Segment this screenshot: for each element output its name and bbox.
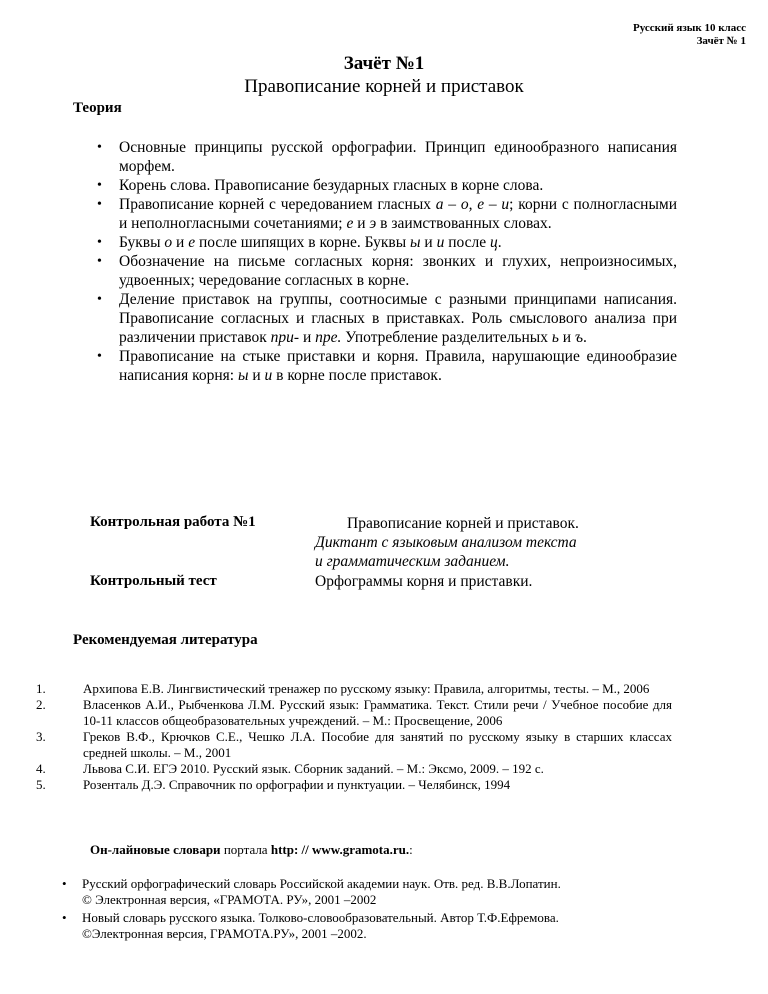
control-test-topic: Орфограммы корня и приставки. <box>315 573 533 590</box>
literature-item: 5. Розенталь Д.Э. Справочник по орфографии и пунктуации. – Челябинск, 1994 <box>36 777 511 792</box>
literature-item: 3. Греков В.Ф., Крючков С.Е., Чешко Л.А. Пособие для занятий по русскому языку в старших классах средней школы. – М., 2001 <box>36 729 672 760</box>
control-work-label: Контрольная работа №1 <box>90 514 256 530</box>
theory-list <box>95 138 677 385</box>
literature-item: 4. Львова С.И. ЕГЭ 2010. Русский язык. Сборник заданий. – М.: Эксмо, 2009. – 192 с. <box>36 761 544 776</box>
dictionary-item: • Русский орфографический словарь Российской академии наук. Отв. ред. В.В.Лопатин. © Электронная версия, «ГРАМОТА. РУ», 2001 –2002 <box>62 876 682 908</box>
theory-item-4: • Буквы о и е после шипящих в корне. Буквы ы и и после ц. <box>95 233 677 252</box>
theory-item-2: • Корень слова. Правописание безударных гласных в корне слова. <box>95 176 677 195</box>
literature-list <box>0 681 672 793</box>
literature-heading: Рекомендуемая литература <box>73 632 258 648</box>
portal-link: http: // www.gramota.ru. <box>270 842 410 857</box>
theory-item-6: • Деление приставок на группы, соотносимые с разными принципами написания. Правописание согласных и гласных в приставках. Роль смыслового анализа при различении приставок при- и пре. Употребление разделительных ь и ъ. <box>95 290 677 347</box>
theory-item-7: • Правописание на стыке приставки и корня. Правила, нарушающие единообразие написания корня: ы и и в корне после приставок. <box>95 347 677 385</box>
literature-item: 2. Власенков А.И., Рыбченкова Л.М. Русский язык: Грамматика. Текст. Стили речи / Учебное пособие для 10-11 классов общеобразовательных учреждений. – М.: Просвещение, 2006 <box>36 697 672 728</box>
theory-heading: Теория <box>73 100 122 116</box>
control-work-task-line2: и грамматическим заданием. <box>315 553 510 570</box>
control-test-label: Контрольный тест <box>90 573 217 589</box>
theory-item-3: • Правописание корней с чередованием гласных а – о, е – и; корни с полногласными и неполногласными сочетаниями; е и э в заимствованных словах. <box>95 195 677 233</box>
online-dictionaries-intro: Он-лайновые словари портала http: // www.gramota.ru.: <box>90 842 413 857</box>
theory-item-1: • Основные принципы русской орфографии. Принцип единообразного написания морфем. <box>95 138 677 176</box>
page-header <box>633 22 746 48</box>
page-title: Зачёт №1 <box>343 53 425 74</box>
literature-item: 1. Архипова Е.В. Лингвистический тренажер по русскому языку: Правила, алгоритмы, тесты. – М., 2006 <box>36 681 650 696</box>
dictionary-item: • Новый словарь русского языка. Толково-словообразовательный. Автор Т.Ф.Ефремова. ©Электронная версия, ГРАМОТА.РУ», 2001 –2002. <box>62 910 682 942</box>
control-work-task-line1: Диктант с языковым анализом текста <box>315 534 577 551</box>
header-subject: Русский язык 10 класс <box>633 22 746 34</box>
theory-item-5: • Обозначение на письме согласных корня: звонких и глухих, непроизносимых, удвоенных; чередование согласных в корне. <box>95 252 677 290</box>
page-subtitle: Правописание корней и приставок <box>244 76 524 97</box>
dictionaries-list <box>62 876 682 944</box>
header-test-number: Зачёт № 1 <box>696 35 746 47</box>
control-work-topic: Правописание корней и приставок. <box>347 515 579 532</box>
control-work-description <box>315 514 645 571</box>
